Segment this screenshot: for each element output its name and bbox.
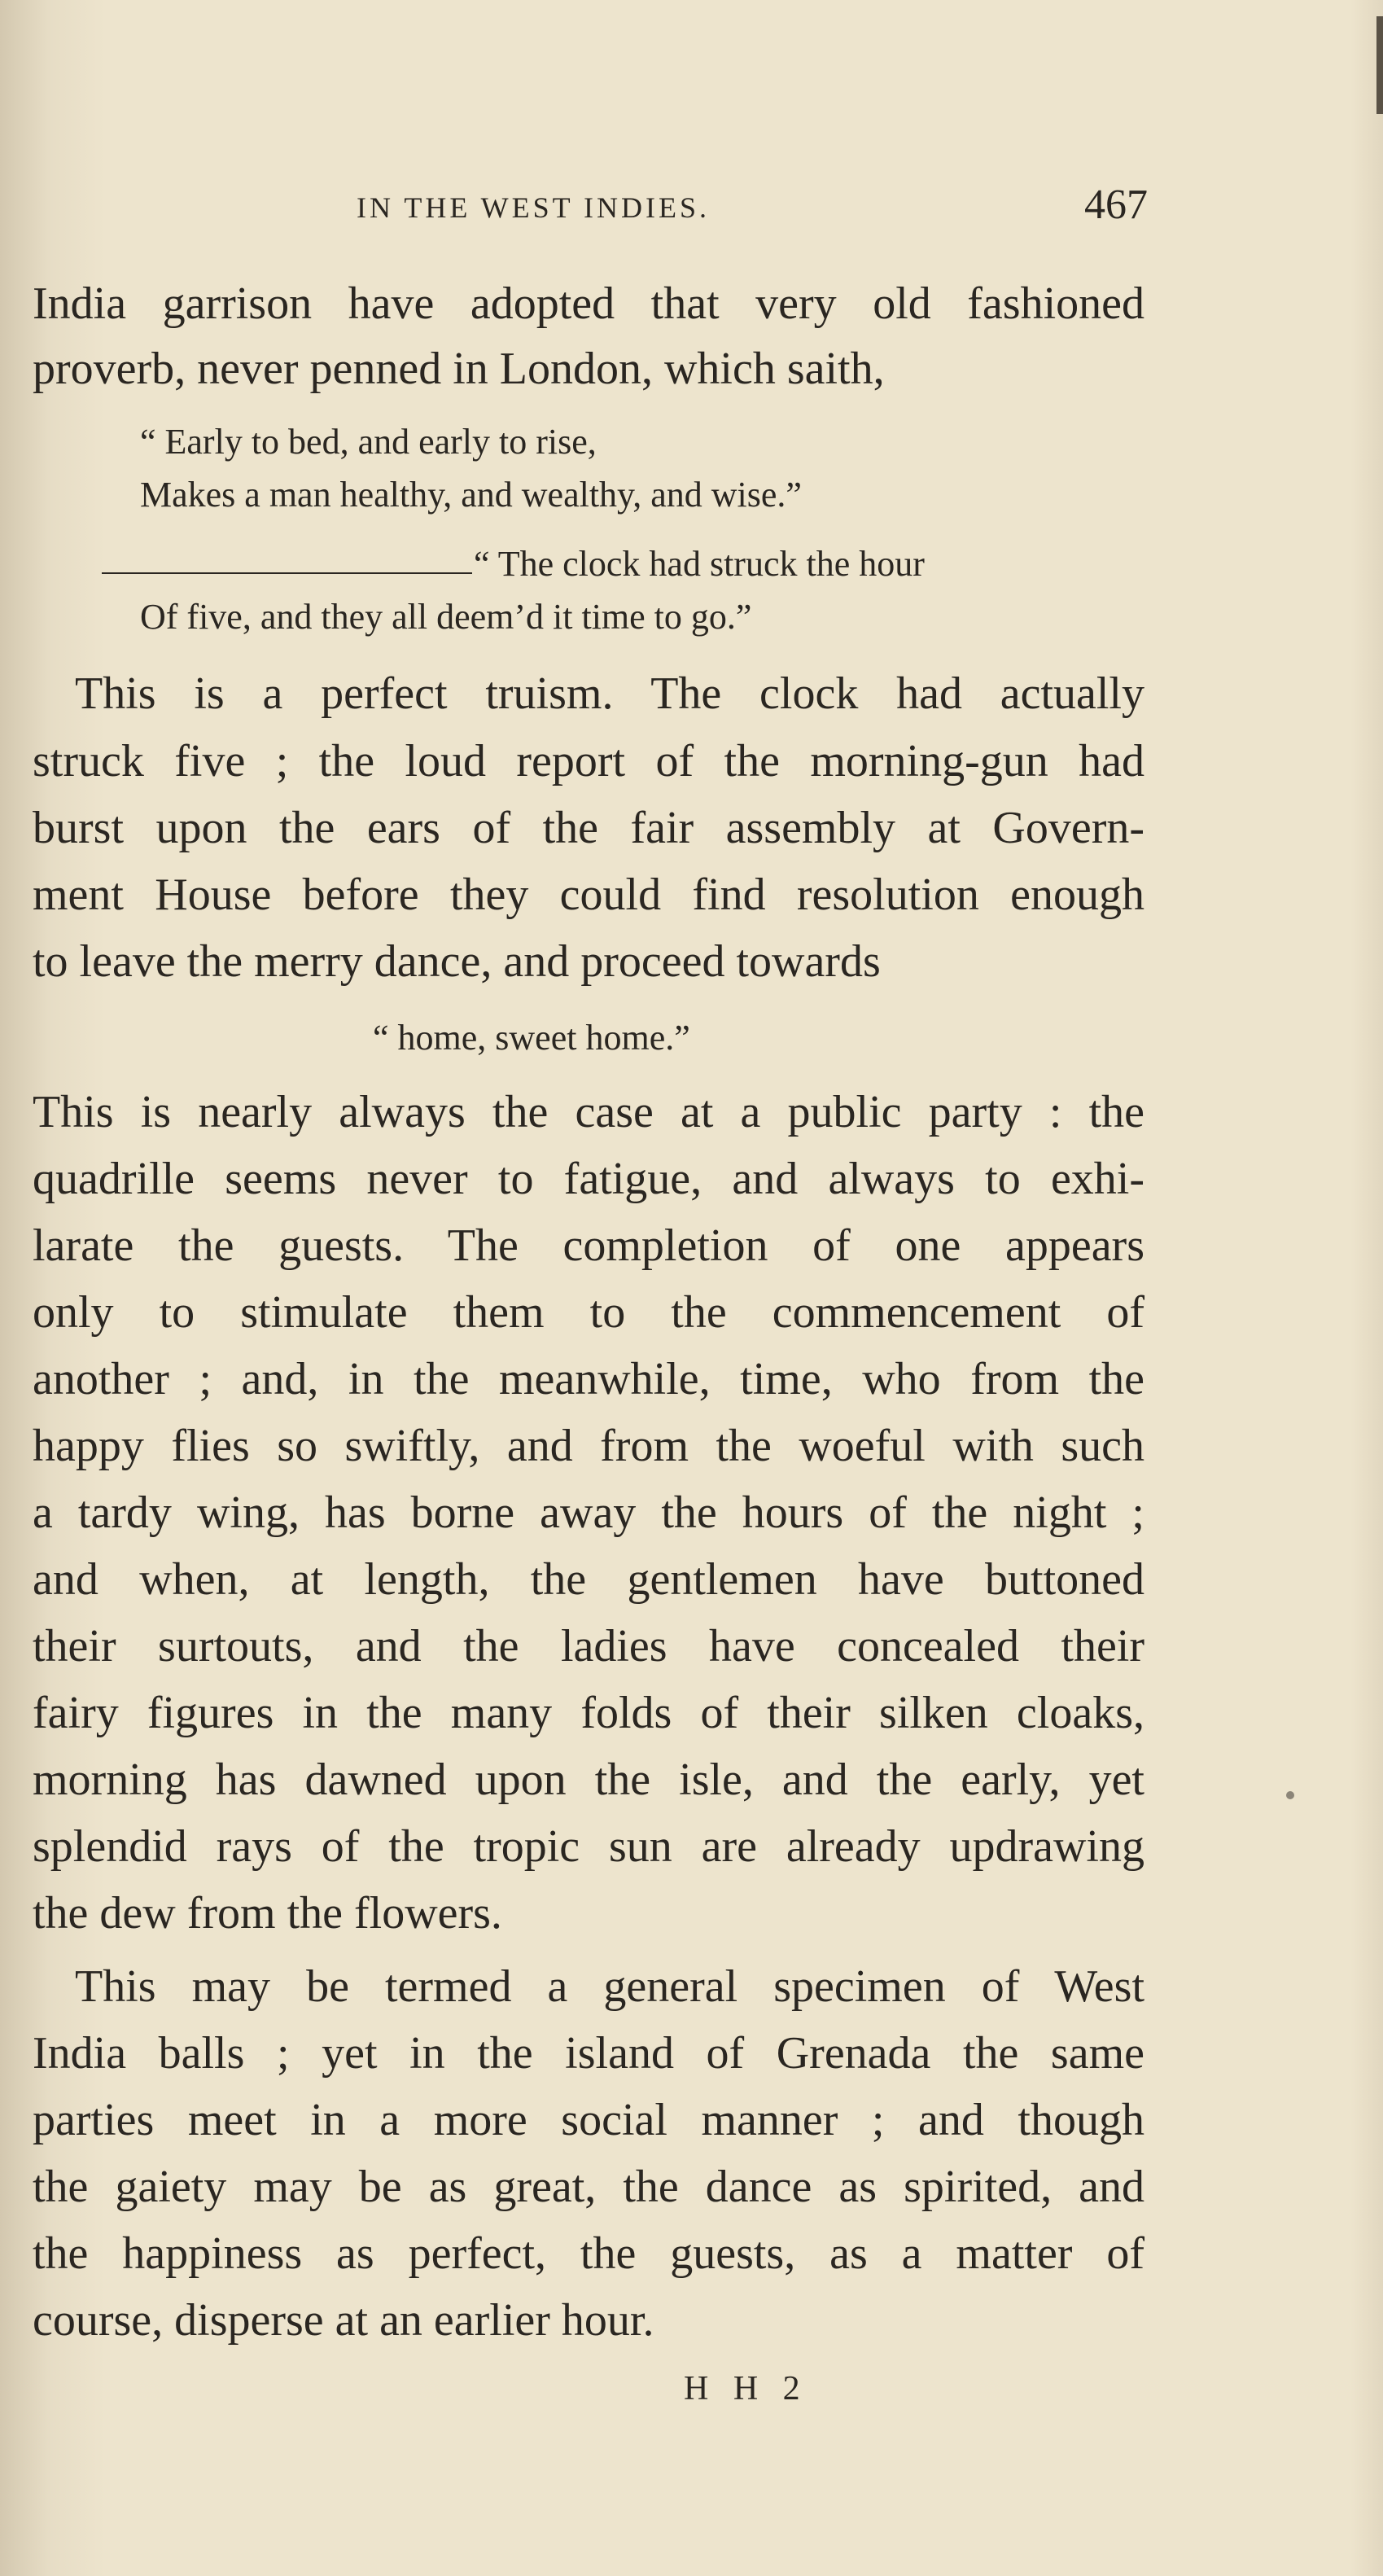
text-line: a tardy wing, has borne away the hours of the night ; xyxy=(33,1487,1144,1538)
text-line: quadrille seems never to fatigue, and always to exhi- xyxy=(33,1154,1144,1204)
text-line: India balls ; yet in the island of Grenada the same xyxy=(33,2028,1144,2079)
page-number: 467 xyxy=(1084,182,1148,228)
quotation-line: Of five, and they all deem’d it time to go.” xyxy=(140,597,752,637)
text-line: morning has dawned upon the isle, and the early, yet xyxy=(33,1755,1144,1805)
text-line: This is a perfect truism. The clock had actually xyxy=(75,668,1144,719)
text-line: course, disperse at an earlier hour. xyxy=(33,2295,654,2346)
quotation-line: “ home, sweet home.” xyxy=(373,1018,690,1058)
signature-mark: H H 2 xyxy=(684,2370,808,2407)
text-line: only to stimulate them to the commencement of xyxy=(33,1287,1144,1338)
text-line: the gaiety may be as great, the dance as spirited, and xyxy=(33,2162,1144,2212)
verse-line: “ Early to bed, and early to rise, xyxy=(140,422,597,462)
text-line: and when, at length, the gentlemen have buttoned xyxy=(33,1554,1144,1605)
text-line: India garrison have adopted that very old fashioned xyxy=(33,278,1144,329)
text-line: larate the guests. The completion of one appears xyxy=(33,1220,1144,1271)
text-line: ment House before they could find resolution enough xyxy=(33,870,1144,920)
ink-speck xyxy=(1286,1791,1294,1799)
text-line: fairy figures in the many folds of their silken cloaks, xyxy=(33,1688,1144,1738)
text-line: proverb, never penned in London, which saith, xyxy=(33,344,885,394)
text-line: This may be termed a general specimen of West xyxy=(75,1961,1144,2012)
quotation-line: “ The clock had struck the hour xyxy=(474,544,925,584)
text-line: struck five ; the loud report of the morning-gun had xyxy=(33,736,1144,786)
text-line: splendid rays of the tropic sun are already updrawing xyxy=(33,1821,1144,1872)
text-line: parties meet in a more social manner ; and though xyxy=(33,2095,1144,2145)
text-line: happy flies so swiftly, and from the woeful with such xyxy=(33,1421,1144,1471)
text-line: to leave the merry dance, and proceed towards xyxy=(33,936,881,987)
running-head: IN THE WEST INDIES. xyxy=(357,191,710,224)
quotation-rule xyxy=(102,572,472,574)
text-line: This is nearly always the case at a public party : the xyxy=(33,1087,1144,1137)
page-edge-mark xyxy=(1376,16,1383,114)
text-line: their surtouts, and the ladies have concealed their xyxy=(33,1621,1144,1671)
text-line: another ; and, in the meanwhile, time, who from the xyxy=(33,1354,1144,1404)
page-header xyxy=(73,181,1148,238)
text-line: burst upon the ears of the fair assembly at Govern- xyxy=(33,803,1144,853)
text-line: the dew from the flowers. xyxy=(33,1888,502,1939)
text-line: the happiness as perfect, the guests, as a matter of xyxy=(33,2228,1144,2279)
verse-line: Makes a man healthy, and wealthy, and wise.” xyxy=(140,475,802,515)
